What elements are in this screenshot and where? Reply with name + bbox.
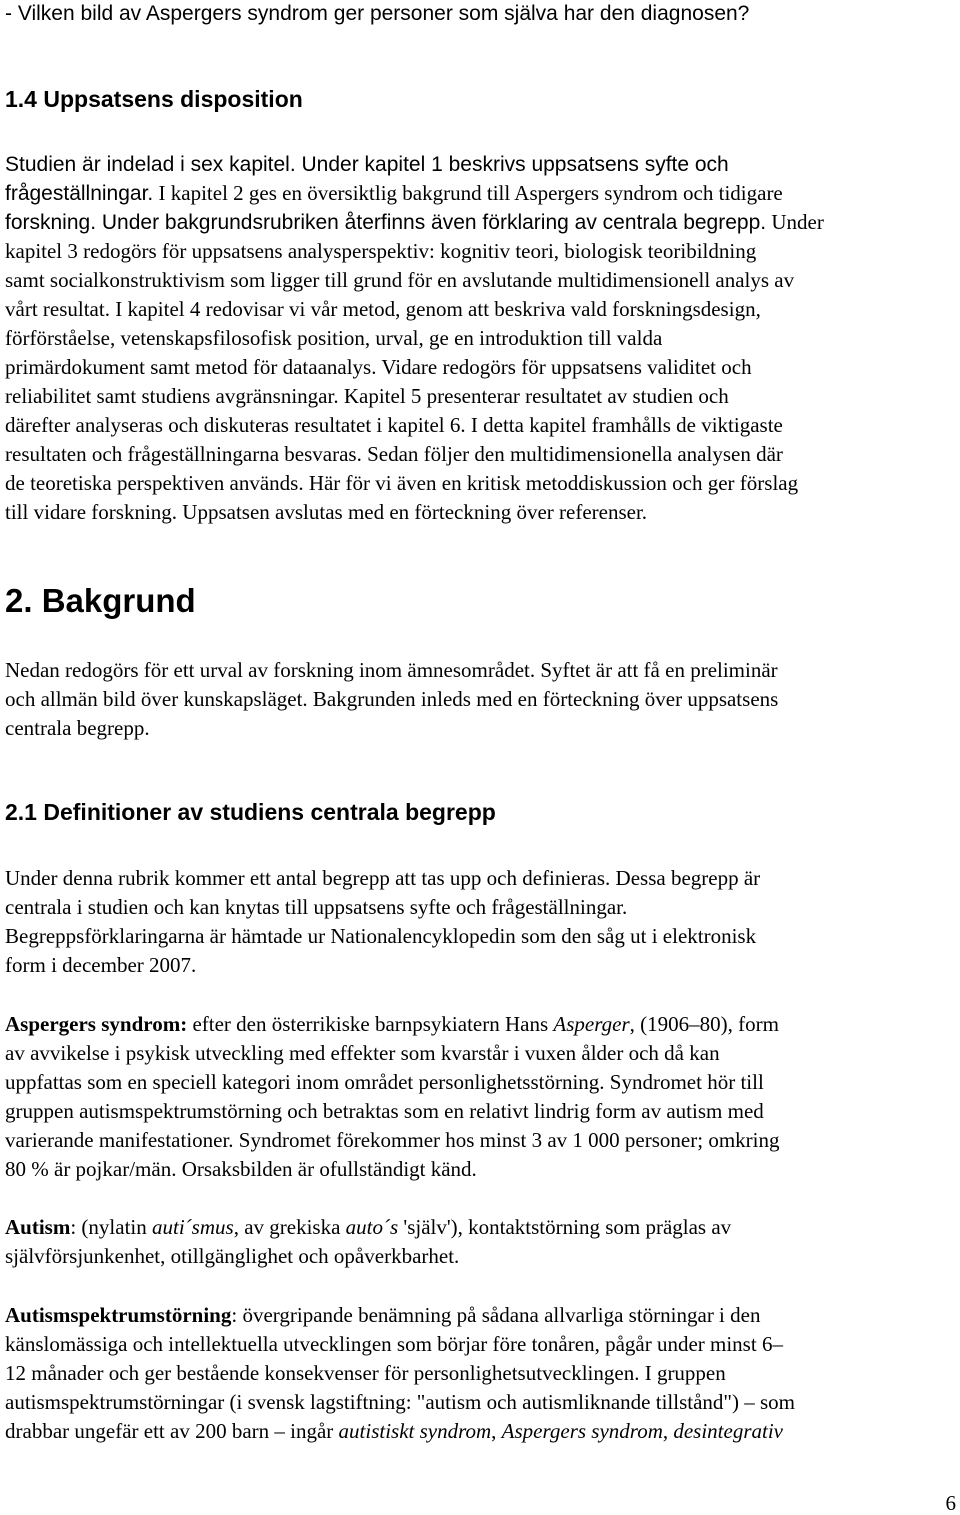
text-line: resultaten och frågeställningarna besvaras. Sedan följer den multidimensionella analysen där [5,442,783,466]
text-line: de teoretiska perspektiven används. Här för vi även en kritisk metoddiskussion och ger förslag [5,471,799,495]
text-line: av avvikelse i psykisk utveckling med effekter som kvarstår i vuxen ålder och då kan [5,1041,720,1065]
definitions-intro-paragraph [5,864,960,980]
text-line: centrala begrepp. [5,716,150,740]
text-line: Under denna rubrik kommer ett antal begrepp att tas upp och definieras. Dessa begrepp är [5,866,761,890]
definition-term: Autism [5,1215,71,1239]
text-line: och allmän bild över kunskapsläget. Bakgrunden inleds med en förteckning över uppsatsens [5,687,779,711]
text-line: kapitel 3 redogörs för uppsatsens analysperspektiv: kognitiv teori, biologisk teoribildning [5,239,757,263]
text-line: autismspektrumstörningar (i svensk lagstiftning: "autism och autismliknande tillstånd") – som [5,1390,795,1414]
text-line: uppfattas som en speciell kategori inom området personlighetsstörning. Syndromet hör till [5,1070,764,1094]
text-line: till vidare forskning. Uppsatsen avslutas med en förteckning över referenser. [5,500,648,524]
text-line: centrala i studien och kan knytas till uppsatsens syfte och frågeställningar. [5,895,628,919]
text-line: 80 % är pojkar/män. Orsaksbilden är ofullständigt känd. [5,1157,477,1181]
text-line: varierande manifestationer. Syndromet förekommer hos minst 3 av 1 000 personer; omkring [5,1128,780,1152]
text-line: drabbar ungefär ett av 200 barn – ingår autistiskt syndrom, Aspergers syndrom, desintegrativ [5,1419,784,1443]
text-line: frågeställningar. I kapitel 2 ges en översiktlig bakgrund till Aspergers syndrom och tidigare [5,181,783,205]
text-line: därefter analyseras och diskuteras resultatet i kapitel 6. I detta kapitel framhålls de viktigaste [5,413,783,437]
text-line: Autism: (nylatin auti´smus, av grekiska auto´s 'själv'), kontaktstörning som präglas av [5,1215,732,1239]
text-line: förförståelse, vetenskapsfilosofisk position, urval, ge en introduktion till valda [5,326,663,350]
text-line: 12 månader och ger bestående konsekvenser för personlighetsutvecklingen. I gruppen [5,1361,726,1385]
definition-term: Autismspektrumstörning [5,1303,232,1327]
definition-autism [5,1213,960,1271]
text-line: gruppen autismspektrumstörning och betraktas som en relativt lindrig form av autism med [5,1099,764,1123]
background-paragraph [5,656,960,743]
section-heading-2-1: 2.1 Definitioner av studiens centrala begrepp [5,799,496,825]
text-line: känslomässiga och intellektuella utvecklingen som börjar före tonåren, pågår under minst 6– [5,1332,783,1356]
text-line: Begreppsförklaringarna är hämtade ur Nationalencyklopedin som den såg ut i elektronisk [5,924,757,948]
text-line: vårt resultat. I kapitel 4 redovisar vi vår metod, genom att beskriva vald forskningsdesign, [5,297,761,321]
section-heading-1-4: 1.4 Uppsatsens disposition [5,86,303,112]
text-line: primärdokument samt metod för dataanalys. Vidare redogörs för uppsatsens validitet och [5,355,752,379]
text-line: Studien är indelad i sex kapitel. Under kapitel 1 beskrivs uppsatsens syfte och [5,153,729,176]
text-line: självförsjunkenhet, otillgänglighet och opåverkbarhet. [5,1244,460,1268]
section-heading-2: 2. Bakgrund [5,582,196,619]
text-line: forskning. Under bakgrundsrubriken återfinns även förklaring av centrala begrepp. Under [5,210,824,234]
text-line: samt socialkonstruktivism som ligger till grund för en avslutande multidimensionell analys av [5,268,795,292]
text-line: Nedan redogörs för ett urval av forskning inom ämnesområdet. Syftet är att få en preliminär [5,658,778,682]
disposition-paragraph [5,150,960,527]
text-line: Autismspektrumstörning: övergripande benämning på sådana allvarliga störningar i den [5,1303,761,1327]
text-line: reliabilitet samt studiens avgränsningar. Kapitel 5 presenterar resultatet av studien och [5,384,729,408]
definition-term: Aspergers syndrom: [5,1012,188,1036]
research-question: - Vilken bild av Aspergers syndrom ger personer som själva har den diagnosen? [5,2,750,25]
definition-aspergers-syndrom [5,1010,960,1184]
page-number: 6 [945,1491,956,1515]
definition-autismspektrumstorning [5,1301,960,1446]
text-line: Aspergers syndrom: efter den österrikiske barnpsykiatern Hans Asperger, (1906–80), form [5,1012,779,1036]
text-line: form i december 2007. [5,953,197,977]
